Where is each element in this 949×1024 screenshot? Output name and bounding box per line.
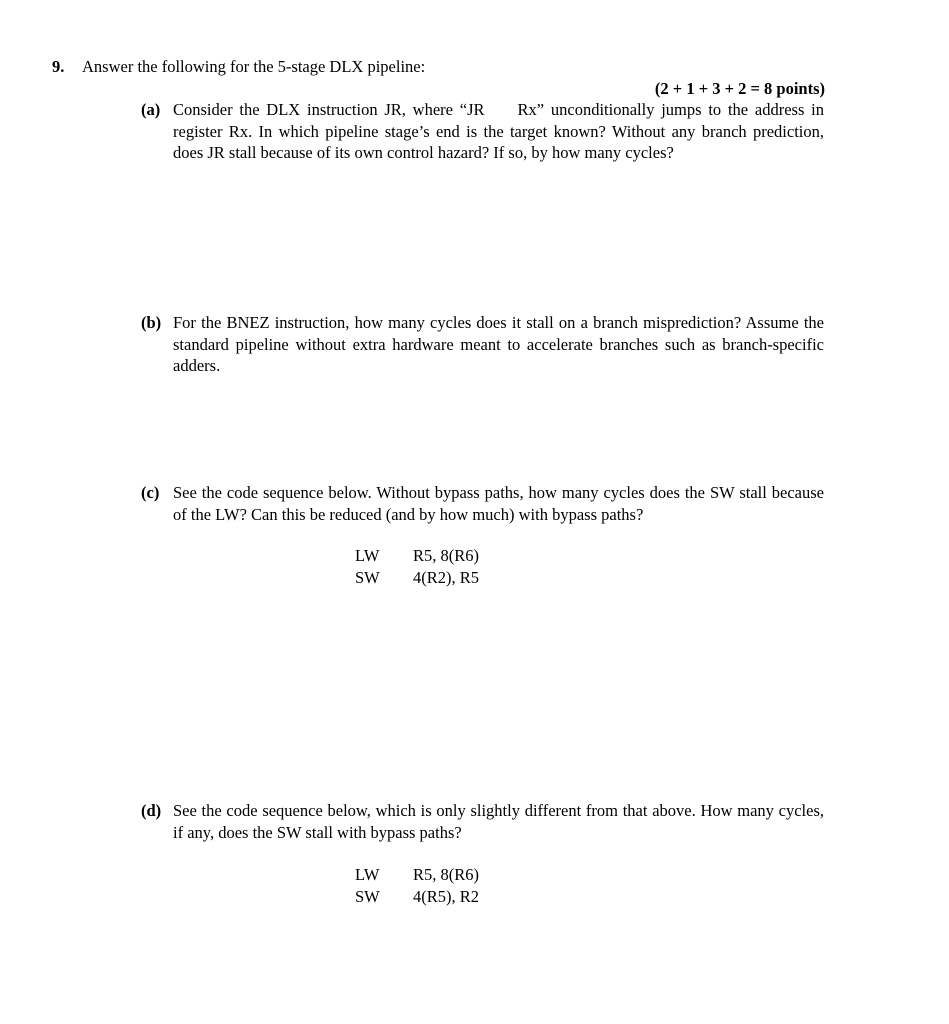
code-operands: R5, 8(R6) — [413, 546, 479, 565]
code-opcode: LW — [355, 865, 380, 884]
question-number: 9. — [52, 57, 65, 76]
code-line — [355, 886, 479, 908]
part-c-text: See the code sequence below. Without bypass paths, how many cycles does the SW stall because of the LW? Can this be reduced (and by how much) with bypass paths? — [173, 483, 824, 524]
code-line — [355, 545, 479, 567]
part-b-label: (b) — [141, 313, 162, 332]
question-title: Answer the following for the 5-stage DLX pipeline: — [82, 57, 426, 76]
part-a-text: Consider the DLX instruction JR, where “JR Rx” unconditionally jumps to the address in register Rx. In which pipeline stage’s end is the target known? Without any branch prediction, does JR stall because of its own control hazard? If so, by how many cycles? — [173, 100, 824, 162]
part-d-label: (d) — [141, 801, 162, 820]
code-operands: 4(R2), R5 — [413, 567, 479, 587]
part-d — [141, 800, 824, 843]
part-a — [141, 99, 824, 164]
part-a-label: (a) — [141, 100, 161, 119]
part-b-text: For the BNEZ instruction, how many cycles does it stall on a branch misprediction? Assume the standard pipeline without extra hardware meant to accelerate branches such as branch-specific adders. — [173, 313, 824, 375]
part-c — [141, 482, 824, 525]
code-operands: 4(R5), R2 — [413, 886, 479, 906]
code-line — [355, 567, 479, 589]
code-opcode: LW — [355, 546, 380, 565]
code-block-c — [355, 545, 479, 588]
part-b — [141, 312, 824, 377]
code-opcode: SW — [355, 567, 380, 587]
code-operands: R5, 8(R6) — [413, 865, 479, 884]
points-total: (2 + 1 + 3 + 2 = 8 points) — [654, 79, 825, 98]
code-opcode: SW — [355, 886, 380, 906]
code-line — [355, 864, 479, 886]
code-block-d — [355, 864, 479, 907]
part-d-text: See the code sequence below, which is only slightly different from that above. How many cycles, if any, does the SW stall with bypass paths? — [173, 801, 824, 842]
part-c-label: (c) — [141, 483, 160, 502]
